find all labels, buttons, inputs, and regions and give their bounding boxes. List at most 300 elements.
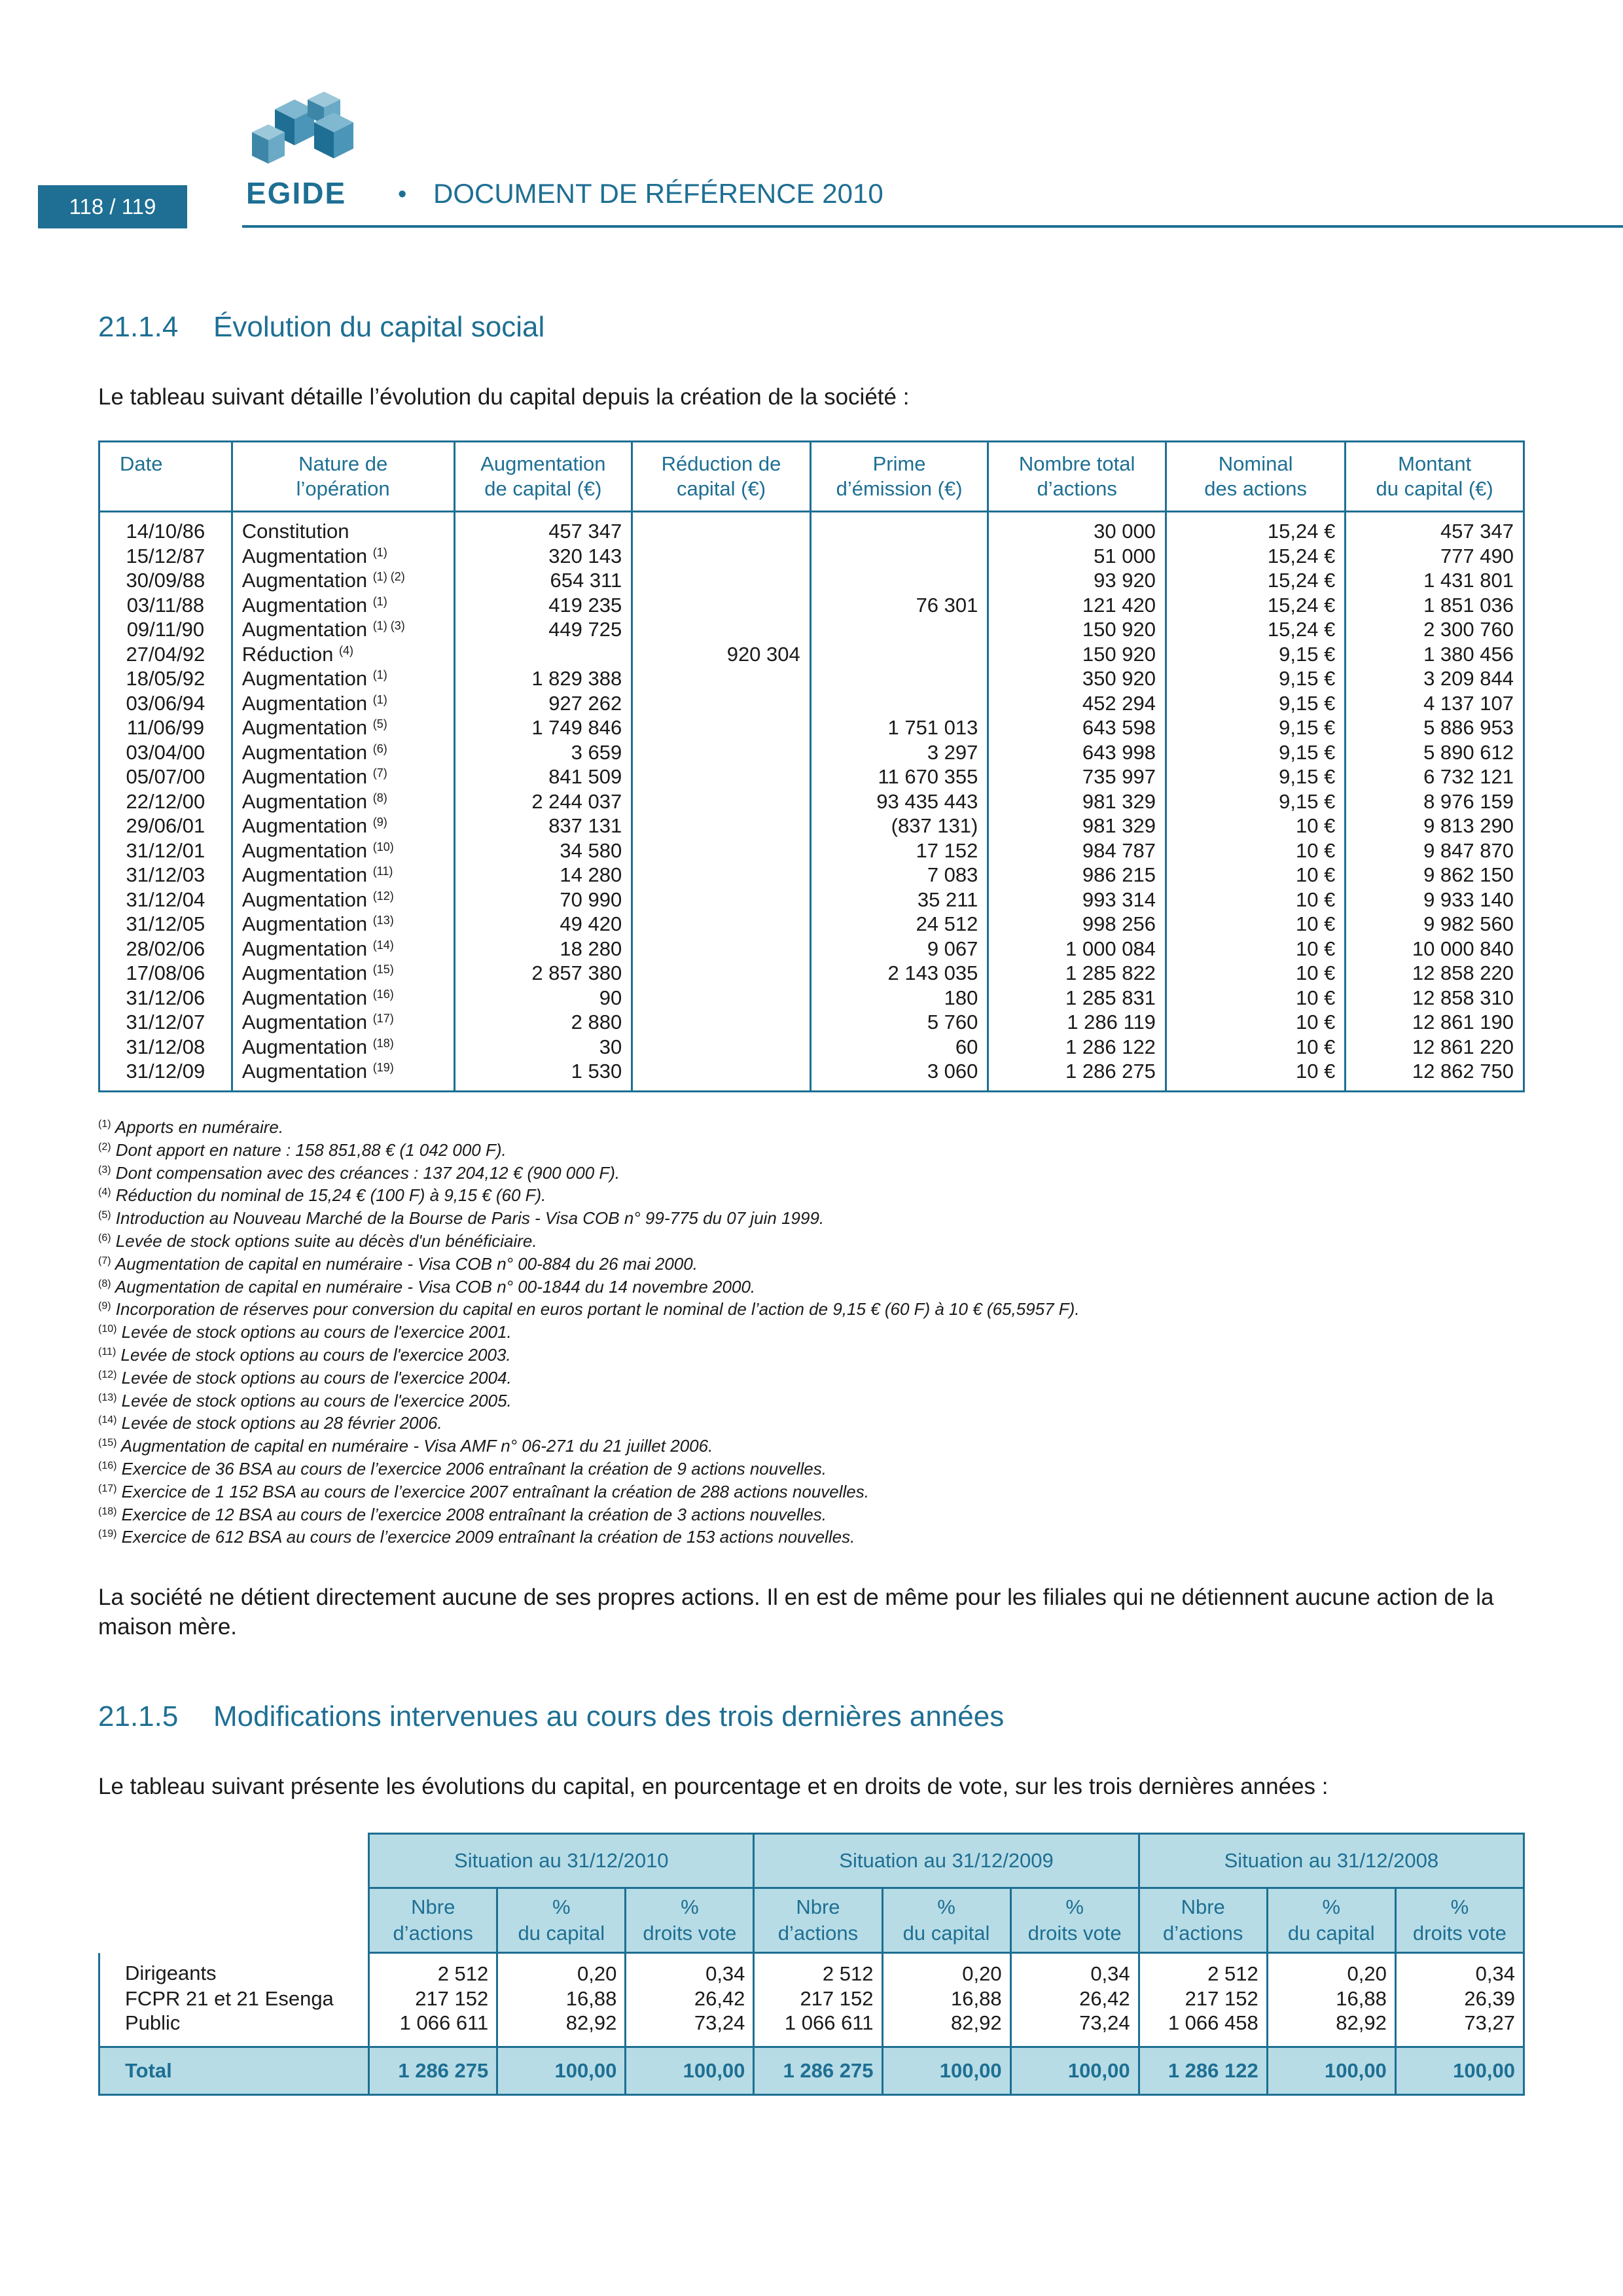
footnote-text: Introduction au Nouveau Marché de la Bourse de Paris - Visa COB n° 99-775 du 07 juin 1999. bbox=[111, 1208, 825, 1229]
shareholder-row bbox=[99, 1986, 1524, 2011]
actions-cell: 30 000 bbox=[988, 512, 1166, 544]
nature-cell bbox=[232, 961, 454, 986]
total-value-cell: 1 286 122 bbox=[1139, 2047, 1267, 2094]
section-intro: Le tableau suivant détaille l’évolution du capital depuis la création de la société : bbox=[98, 384, 910, 410]
nature-cell bbox=[232, 617, 454, 642]
footnote-text: Dont compensation avec des créances : 137 204,12 € (900 000 F). bbox=[111, 1162, 620, 1183]
column-header bbox=[1166, 442, 1345, 512]
date-cell: 31/12/03 bbox=[99, 863, 232, 888]
header-rule bbox=[242, 225, 1623, 228]
footnote-item bbox=[98, 1139, 1080, 1162]
reduction-cell bbox=[632, 512, 811, 544]
footnote-text: Réduction du nominal de 15,24 € (100 F) à 9,15 € (60 F). bbox=[111, 1185, 546, 1206]
augmentation-cell: 654 311 bbox=[454, 568, 632, 593]
value-cell: 2 512 bbox=[754, 1953, 882, 1986]
footnote-ref: (1) (2) bbox=[372, 570, 405, 583]
date-cell: 31/12/07 bbox=[99, 1010, 232, 1035]
augmentation-cell: 2 244 037 bbox=[454, 789, 632, 814]
augmentation-cell: 837 131 bbox=[454, 814, 632, 838]
actions-cell: 1 286 122 bbox=[988, 1035, 1166, 1060]
montant-cell: 5 890 612 bbox=[1346, 740, 1524, 765]
nominal-cell: 10 € bbox=[1166, 838, 1345, 863]
augmentation-cell: 449 725 bbox=[454, 617, 632, 642]
nature-cell bbox=[232, 740, 454, 765]
montant-cell: 777 490 bbox=[1346, 544, 1524, 569]
nature-cell bbox=[232, 593, 454, 618]
shareholder-label: Dirigeants bbox=[99, 1953, 369, 1986]
actions-cell: 150 920 bbox=[988, 617, 1166, 642]
footnote-item bbox=[98, 1207, 1080, 1230]
date-cell: 31/12/01 bbox=[99, 838, 232, 863]
footnote-ref: (7) bbox=[372, 766, 387, 780]
nature-label: Augmentation bbox=[241, 765, 368, 788]
table-row bbox=[99, 912, 1524, 937]
value-cell: 0,34 bbox=[626, 1953, 754, 1986]
montant-cell: 8 976 159 bbox=[1346, 789, 1524, 814]
footnote-ref: (19) bbox=[372, 1061, 394, 1074]
table-row bbox=[99, 715, 1524, 740]
sub-header-line: % bbox=[1450, 1895, 1469, 1918]
augmentation-cell: 70 990 bbox=[454, 888, 632, 912]
footnote-mark: (10) bbox=[98, 1323, 117, 1335]
reduction-cell bbox=[632, 961, 811, 986]
actions-cell: 452 294 bbox=[988, 691, 1166, 716]
prime-cell: 3 297 bbox=[810, 740, 988, 765]
footnote-item bbox=[98, 1390, 1080, 1412]
nominal-cell: 10 € bbox=[1166, 814, 1345, 838]
reduction-cell bbox=[632, 691, 811, 716]
augmentation-cell: 49 420 bbox=[454, 912, 632, 937]
column-header-line: Montant bbox=[1398, 452, 1472, 475]
date-cell: 17/08/06 bbox=[99, 961, 232, 986]
section-heading-modifications bbox=[98, 1700, 1004, 1733]
footnote-text: Exercice de 12 BSA au cours de l’exercice 2008 entraînant la création de 3 actions nouvelles. bbox=[116, 1504, 827, 1524]
column-header bbox=[632, 442, 811, 512]
footnote-ref: (10) bbox=[372, 840, 394, 853]
nature-label: Augmentation bbox=[241, 1035, 368, 1058]
column-header-line: des actions bbox=[1204, 477, 1308, 500]
date-cell: 03/04/00 bbox=[99, 740, 232, 765]
montant-cell: 1 380 456 bbox=[1346, 642, 1524, 667]
sub-header-line: % bbox=[1322, 1895, 1341, 1918]
footnote-mark: (1) bbox=[98, 1119, 111, 1130]
sub-header bbox=[626, 1888, 754, 1953]
date-cell: 03/06/94 bbox=[99, 691, 232, 716]
column-header-line: de capital (€) bbox=[484, 477, 602, 500]
montant-cell: 457 347 bbox=[1346, 512, 1524, 544]
sub-header-line: % bbox=[1065, 1895, 1084, 1918]
date-cell: 31/12/04 bbox=[99, 888, 232, 912]
montant-cell: 2 300 760 bbox=[1346, 617, 1524, 642]
nature-cell bbox=[232, 937, 454, 961]
column-header bbox=[1346, 442, 1524, 512]
nominal-cell: 10 € bbox=[1166, 1059, 1345, 1091]
nature-cell bbox=[232, 789, 454, 814]
nature-label: Augmentation bbox=[241, 667, 368, 690]
table-row bbox=[99, 1010, 1524, 1035]
egide-logo-icon bbox=[249, 86, 366, 166]
footnote-ref: (14) bbox=[372, 938, 394, 952]
nature-cell bbox=[232, 544, 454, 569]
nature-label: Augmentation bbox=[241, 937, 368, 960]
nature-cell bbox=[232, 764, 454, 789]
sub-header-line: du capital bbox=[902, 1922, 990, 1945]
group-header: Situation au 31/12/2010 bbox=[369, 1834, 754, 1888]
nature-cell bbox=[232, 863, 454, 888]
column-header-line: l’opération bbox=[296, 477, 390, 500]
footnote-ref: (18) bbox=[372, 1036, 394, 1050]
sub-header-line: % bbox=[552, 1895, 571, 1918]
footnote-mark: (7) bbox=[98, 1255, 111, 1266]
nominal-cell: 10 € bbox=[1166, 1010, 1345, 1035]
nominal-cell: 15,24 € bbox=[1166, 568, 1345, 593]
footnote-ref: (4) bbox=[338, 643, 353, 657]
footnote-item bbox=[98, 1503, 1080, 1526]
date-cell: 31/12/05 bbox=[99, 912, 232, 937]
column-header bbox=[988, 442, 1166, 512]
nominal-cell: 10 € bbox=[1166, 937, 1345, 961]
date-cell: 05/07/00 bbox=[99, 764, 232, 789]
reduction-cell bbox=[632, 544, 811, 569]
footnote-item bbox=[98, 1184, 1080, 1207]
augmentation-cell: 320 143 bbox=[454, 544, 632, 569]
prime-cell: 76 301 bbox=[810, 593, 988, 618]
footnote-ref: (5) bbox=[372, 717, 387, 730]
sub-header bbox=[369, 1888, 497, 1953]
nature-cell bbox=[232, 1010, 454, 1035]
column-header bbox=[810, 442, 988, 512]
footnote-text: Dont apport en nature : 158 851,88 € (1 042 000 F). bbox=[111, 1139, 507, 1160]
footnote-text: Levée de stock options au cours de l'exercice 2001. bbox=[116, 1322, 512, 1342]
nominal-cell: 15,24 € bbox=[1166, 512, 1345, 544]
montant-cell: 5 886 953 bbox=[1346, 715, 1524, 740]
reduction-cell bbox=[632, 888, 811, 912]
augmentation-cell: 90 bbox=[454, 986, 632, 1011]
actions-cell: 993 314 bbox=[988, 888, 1166, 912]
total-value-cell: 100,00 bbox=[1395, 2047, 1524, 2094]
prime-cell bbox=[810, 642, 988, 667]
reduction-cell bbox=[632, 789, 811, 814]
group-header: Situation au 31/12/2008 bbox=[1139, 1834, 1524, 1888]
reduction-cell bbox=[632, 1010, 811, 1035]
footnote-ref: (1) bbox=[372, 692, 387, 706]
footnote-mark: (3) bbox=[98, 1164, 111, 1175]
footnote-item bbox=[98, 1276, 1080, 1299]
prime-cell: 17 152 bbox=[810, 838, 988, 863]
shareholder-label: FCPR 21 et 21 Esenga bbox=[99, 1986, 369, 2011]
reduction-cell bbox=[632, 666, 811, 691]
table-row bbox=[99, 666, 1524, 691]
augmentation-cell: 419 235 bbox=[454, 593, 632, 618]
actions-cell: 121 420 bbox=[988, 593, 1166, 618]
date-cell: 09/11/90 bbox=[99, 617, 232, 642]
group-header-row bbox=[99, 1834, 1524, 1888]
table-row bbox=[99, 1059, 1524, 1091]
value-cell: 1 066 611 bbox=[754, 2011, 882, 2047]
nominal-cell: 9,15 € bbox=[1166, 715, 1345, 740]
reduction-cell bbox=[632, 593, 811, 618]
column-header bbox=[232, 442, 454, 512]
table-row bbox=[99, 512, 1524, 544]
footnote-ref: (8) bbox=[372, 791, 387, 804]
actions-cell: 1 000 084 bbox=[988, 937, 1166, 961]
reduction-cell bbox=[632, 568, 811, 593]
column-header-line: du capital (€) bbox=[1376, 477, 1493, 500]
footnote-text: Exercice de 36 BSA au cours de l’exercice 2006 entraînant la création de 9 actions nouvelles. bbox=[116, 1458, 827, 1479]
table-row bbox=[99, 838, 1524, 863]
date-cell: 22/12/00 bbox=[99, 789, 232, 814]
montant-cell: 12 861 220 bbox=[1346, 1035, 1524, 1060]
footnote-text: Incorporation de réserves pour conversion du capital en euros portant le nominal de l’action de 9,15 € (60 F) à 10 € (65,5957 F). bbox=[111, 1299, 1080, 1319]
table-row bbox=[99, 593, 1524, 618]
value-cell: 73,27 bbox=[1395, 2011, 1524, 2047]
footnote-text: Levée de stock options au cours de l'exercice 2004. bbox=[116, 1367, 512, 1388]
actions-cell: 998 256 bbox=[988, 912, 1166, 937]
nature-label: Augmentation bbox=[241, 544, 368, 567]
footnote-mark: (15) bbox=[98, 1437, 117, 1449]
footnote-mark: (17) bbox=[98, 1482, 117, 1494]
montant-cell: 4 137 107 bbox=[1346, 691, 1524, 716]
column-header-line: d’émission (€) bbox=[836, 477, 963, 500]
augmentation-cell: 14 280 bbox=[454, 863, 632, 888]
footnote-ref: (1) bbox=[372, 668, 387, 681]
table-row bbox=[99, 789, 1524, 814]
sub-header-line: % bbox=[937, 1895, 955, 1918]
date-cell: 15/12/87 bbox=[99, 544, 232, 569]
value-cell: 16,88 bbox=[882, 1986, 1010, 2011]
reduction-cell bbox=[632, 863, 811, 888]
date-cell: 03/11/88 bbox=[99, 593, 232, 618]
nominal-cell: 9,15 € bbox=[1166, 789, 1345, 814]
nature-cell bbox=[232, 838, 454, 863]
sub-header bbox=[882, 1888, 1010, 1953]
footnote-item bbox=[98, 1480, 1080, 1503]
value-cell: 0,34 bbox=[1010, 1953, 1139, 1986]
nominal-cell: 9,15 € bbox=[1166, 666, 1345, 691]
table-row bbox=[99, 740, 1524, 765]
column-header-line: Nombre total bbox=[1018, 452, 1135, 475]
montant-cell: 12 858 310 bbox=[1346, 986, 1524, 1011]
date-cell: 29/06/01 bbox=[99, 814, 232, 838]
value-cell: 73,24 bbox=[1010, 2011, 1139, 2047]
nominal-cell: 15,24 € bbox=[1166, 593, 1345, 618]
sub-header-line: % bbox=[681, 1895, 699, 1918]
section-number: 21.1.4 bbox=[98, 311, 179, 343]
prime-cell bbox=[810, 544, 988, 569]
augmentation-cell: 927 262 bbox=[454, 691, 632, 716]
nature-label: Augmentation bbox=[241, 593, 368, 617]
nominal-cell: 9,15 € bbox=[1166, 642, 1345, 667]
footnote-ref: (13) bbox=[372, 914, 394, 927]
sub-header-line: Nbre bbox=[1181, 1895, 1225, 1918]
total-row bbox=[99, 2047, 1524, 2094]
total-value-cell: 1 286 275 bbox=[369, 2047, 497, 2094]
reduction-cell bbox=[632, 912, 811, 937]
actions-cell: 1 286 119 bbox=[988, 1010, 1166, 1035]
sub-header-line: Nbre bbox=[796, 1895, 840, 1918]
value-cell: 0,20 bbox=[882, 1953, 1010, 1986]
prime-cell: 35 211 bbox=[810, 888, 988, 912]
augmentation-cell: 18 280 bbox=[454, 937, 632, 961]
montant-cell: 3 209 844 bbox=[1346, 666, 1524, 691]
footnote-ref: (1) bbox=[372, 594, 387, 608]
montant-cell: 12 862 750 bbox=[1346, 1059, 1524, 1091]
sub-header bbox=[1267, 1888, 1395, 1953]
column-header-line: Prime bbox=[872, 452, 926, 475]
total-value-cell: 100,00 bbox=[1267, 2047, 1395, 2094]
value-cell: 2 512 bbox=[1139, 1953, 1267, 1986]
nominal-cell: 9,15 € bbox=[1166, 740, 1345, 765]
sub-header bbox=[497, 1888, 626, 1953]
nominal-cell: 9,15 € bbox=[1166, 691, 1345, 716]
nominal-cell: 15,24 € bbox=[1166, 617, 1345, 642]
footnote-text: Levée de stock options au cours de l'exercice 2003. bbox=[116, 1344, 511, 1365]
value-cell: 26,42 bbox=[626, 1986, 754, 2011]
footnote-item bbox=[98, 1321, 1080, 1344]
nominal-cell: 10 € bbox=[1166, 888, 1345, 912]
empty-corner bbox=[99, 1834, 369, 1953]
augmentation-cell: 1 829 388 bbox=[454, 666, 632, 691]
nature-cell bbox=[232, 715, 454, 740]
montant-cell: 9 982 560 bbox=[1346, 912, 1524, 937]
column-header-line: Augmentation bbox=[480, 452, 606, 475]
nature-cell bbox=[232, 814, 454, 838]
prime-cell bbox=[810, 691, 988, 716]
nature-label: Augmentation bbox=[241, 789, 368, 813]
nature-label: Augmentation bbox=[241, 912, 368, 935]
value-cell: 16,88 bbox=[1267, 1986, 1395, 2011]
montant-cell: 1 431 801 bbox=[1346, 568, 1524, 593]
date-cell: 27/04/92 bbox=[99, 642, 232, 667]
column-header-line: Réduction de bbox=[661, 452, 781, 475]
augmentation-cell bbox=[454, 642, 632, 667]
table-row bbox=[99, 1035, 1524, 1060]
nominal-cell: 10 € bbox=[1166, 863, 1345, 888]
total-label: Total bbox=[99, 2047, 369, 2094]
augmentation-cell: 1 530 bbox=[454, 1059, 632, 1091]
date-cell: 14/10/86 bbox=[99, 512, 232, 544]
nature-label: Augmentation bbox=[241, 691, 368, 715]
date-cell: 30/09/88 bbox=[99, 568, 232, 593]
augmentation-cell: 3 659 bbox=[454, 740, 632, 765]
footnote-text: Augmentation de capital en numéraire - Visa COB n° 00-884 du 26 mai 2000. bbox=[111, 1253, 698, 1274]
footnote-ref: (1) (3) bbox=[372, 619, 405, 632]
section-intro: Le tableau suivant présente les évolutions du capital, en pourcentage et en droits de vote, sur les trois dernières années : bbox=[98, 1774, 1329, 1799]
table-row bbox=[99, 617, 1524, 642]
actions-cell: 150 920 bbox=[988, 642, 1166, 667]
nature-cell bbox=[232, 1059, 454, 1091]
footnote-mark: (5) bbox=[98, 1210, 111, 1221]
nature-cell bbox=[232, 666, 454, 691]
montant-cell: 9 862 150 bbox=[1346, 863, 1524, 888]
augmentation-cell: 1 749 846 bbox=[454, 715, 632, 740]
nominal-cell: 10 € bbox=[1166, 961, 1345, 986]
prime-cell: 60 bbox=[810, 1035, 988, 1060]
date-cell: 31/12/06 bbox=[99, 986, 232, 1011]
nature-label: Réduction bbox=[241, 642, 334, 666]
nature-cell bbox=[232, 888, 454, 912]
nature-cell bbox=[232, 912, 454, 937]
total-value-cell: 100,00 bbox=[882, 2047, 1010, 2094]
total-value-cell: 100,00 bbox=[626, 2047, 754, 2094]
sub-header-line: Nbre bbox=[411, 1895, 455, 1918]
egide-logo-text: EGIDE bbox=[246, 176, 347, 210]
nature-label: Constitution bbox=[241, 520, 349, 543]
value-cell: 1 066 611 bbox=[369, 2011, 497, 2047]
nominal-cell: 10 € bbox=[1166, 986, 1345, 1011]
footnote-text: Apports en numéraire. bbox=[111, 1117, 284, 1137]
footnote-ref: (12) bbox=[372, 889, 394, 903]
footnote-item bbox=[98, 1458, 1080, 1480]
value-cell: 82,92 bbox=[497, 2011, 626, 2047]
page-indicator: 118 / 119 bbox=[38, 185, 187, 228]
total-value-cell: 100,00 bbox=[1010, 2047, 1139, 2094]
actions-cell: 981 329 bbox=[988, 789, 1166, 814]
footnote-item bbox=[98, 1526, 1080, 1549]
table-row bbox=[99, 764, 1524, 789]
sub-header-line: d’actions bbox=[393, 1922, 473, 1945]
actions-cell: 986 215 bbox=[988, 863, 1166, 888]
sub-header-line: droits vote bbox=[643, 1922, 737, 1945]
group-header: Situation au 31/12/2009 bbox=[754, 1834, 1139, 1888]
reduction-cell bbox=[632, 715, 811, 740]
footnote-item bbox=[98, 1253, 1080, 1276]
capital-situation-table bbox=[98, 1833, 1525, 2096]
footnote-item bbox=[98, 1367, 1080, 1390]
nominal-cell: 15,24 € bbox=[1166, 544, 1345, 569]
footnote-text: Exercice de 1 152 BSA au cours de l’exercice 2007 entraînant la création de 288 actions nouvelles. bbox=[116, 1481, 869, 1501]
footnote-ref: (1) bbox=[372, 545, 387, 559]
footnote-mark: (11) bbox=[98, 1346, 116, 1357]
actions-cell: 1 285 822 bbox=[988, 961, 1166, 986]
reduction-cell bbox=[632, 986, 811, 1011]
prime-cell: 1 751 013 bbox=[810, 715, 988, 740]
prime-cell: 93 435 443 bbox=[810, 789, 988, 814]
nature-label: Augmentation bbox=[241, 838, 368, 862]
prime-cell bbox=[810, 568, 988, 593]
date-cell: 28/02/06 bbox=[99, 937, 232, 961]
reduction-cell bbox=[632, 740, 811, 765]
reduction-cell bbox=[632, 764, 811, 789]
reduction-cell bbox=[632, 1059, 811, 1091]
actions-cell: 981 329 bbox=[988, 814, 1166, 838]
augmentation-cell: 457 347 bbox=[454, 512, 632, 544]
footnote-item bbox=[98, 1116, 1080, 1139]
value-cell: 0,20 bbox=[1267, 1953, 1395, 1986]
montant-cell: 6 732 121 bbox=[1346, 764, 1524, 789]
actions-cell: 93 920 bbox=[988, 568, 1166, 593]
value-cell: 1 066 458 bbox=[1139, 2011, 1267, 2047]
sub-header-line: d’actions bbox=[777, 1922, 859, 1945]
actions-cell: 643 598 bbox=[988, 715, 1166, 740]
montant-cell: 9 933 140 bbox=[1346, 888, 1524, 912]
prime-cell bbox=[810, 666, 988, 691]
document-title: DOCUMENT DE RÉFÉRENCE 2010 bbox=[433, 178, 883, 209]
actions-cell: 735 997 bbox=[988, 764, 1166, 789]
footnotes bbox=[98, 1116, 1080, 1549]
footnote-mark: (6) bbox=[98, 1232, 111, 1244]
value-cell: 0,34 bbox=[1395, 1953, 1524, 1986]
footnote-text: Exercice de 612 BSA au cours de l’exercice 2009 entraînant la création de 153 actions nouvelles. bbox=[116, 1527, 855, 1547]
column-header-line: Nominal bbox=[1218, 452, 1293, 475]
table-header-row bbox=[99, 442, 1524, 512]
actions-cell: 1 286 275 bbox=[988, 1059, 1166, 1091]
footnote-mark: (14) bbox=[98, 1414, 117, 1426]
footnote-mark: (2) bbox=[98, 1141, 111, 1153]
value-cell: 2 512 bbox=[369, 1953, 497, 1986]
footnote-ref: (16) bbox=[372, 987, 394, 1001]
footnote-item bbox=[98, 1230, 1080, 1253]
